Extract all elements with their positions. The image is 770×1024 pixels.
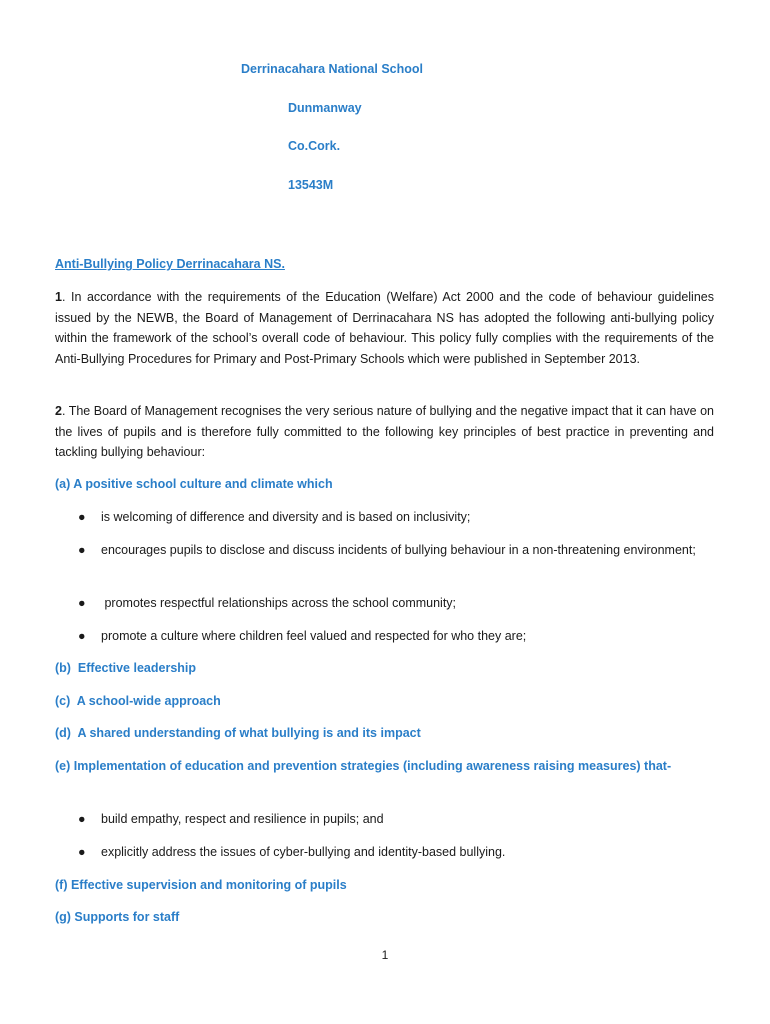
paragraph-1 (55, 287, 714, 369)
bullet-icon: ● (78, 629, 86, 643)
bullet-text: is welcoming of difference and diversity and is based on inclusivity; (101, 510, 471, 524)
bullet-text: encourages pupils to disclose and discuss incidents of bullying behaviour in a non-threatening environment; (101, 543, 696, 557)
school-roll-number: 13543M (288, 178, 334, 192)
section-a-bullet-2 (78, 540, 714, 560)
section-a-heading: (a) A positive school culture and climate which (55, 477, 333, 491)
section-d-heading: (d) A shared understanding of what bullying is and its impact (55, 726, 421, 740)
bullet-text: explicitly address the issues of cyber-bullying and identity-based bullying. (101, 845, 506, 859)
page-number: 1 (381, 948, 389, 962)
paragraph-1-text: . In accordance with the requirements of the Education (Welfare) Act 2000 and the code of behaviour guidelines issued by the NEWB, the Board of Management of Derrinacahara NS has adopted the following anti-bullying policy within the framework of the school’s overall code of behaviour. This policy fully complies with the requirements of the Anti-Bullying Procedures for Primary and Post-Primary Schools which were published in September 2013. (55, 290, 714, 366)
section-e-bullet-2 (78, 842, 714, 862)
section-e-bullet-1 (78, 809, 714, 829)
bullet-icon: ● (78, 510, 86, 524)
section-g-heading: (g) Supports for staff (55, 910, 180, 924)
paragraph-1-number: 1 (55, 290, 62, 304)
bullet-icon: ● (78, 812, 86, 826)
bullet-text: build empathy, respect and resilience in pupils; and (101, 812, 384, 826)
bullet-icon: ● (78, 543, 86, 557)
section-e-heading: (e) Implementation of education and prevention strategies (including awareness raising measures) that- (55, 759, 672, 773)
paragraph-2-number: 2 (55, 404, 62, 418)
section-a-bullet-4 (78, 626, 714, 646)
school-name: Derrinacahara National School (241, 62, 424, 76)
section-a-bullet-1 (78, 507, 714, 527)
section-b-heading: (b) Effective leadership (55, 661, 197, 675)
policy-title: Anti-Bullying Policy Derrinacahara NS. (55, 257, 285, 271)
section-a-bullet-3 (78, 593, 714, 613)
bullet-icon: ● (78, 596, 86, 610)
bullet-text: promote a culture where children feel valued and respected for who they are; (101, 629, 527, 643)
section-c-heading: (c) A school-wide approach (55, 694, 221, 708)
paragraph-2-text: . The Board of Management recognises the very serious nature of bullying and the negative impact that it can have on the lives of pupils and is therefore fully committed to the following key principles of best practice in preventing and tackling bullying behaviour: (55, 404, 714, 460)
paragraph-2 (55, 401, 714, 463)
school-county: Co.Cork. (288, 139, 341, 153)
school-town: Dunmanway (288, 101, 362, 115)
section-f-heading: (f) Effective supervision and monitoring of pupils (55, 878, 347, 892)
bullet-text: promotes respectful relationships across the school community; (101, 596, 457, 610)
bullet-icon: ● (78, 845, 86, 859)
